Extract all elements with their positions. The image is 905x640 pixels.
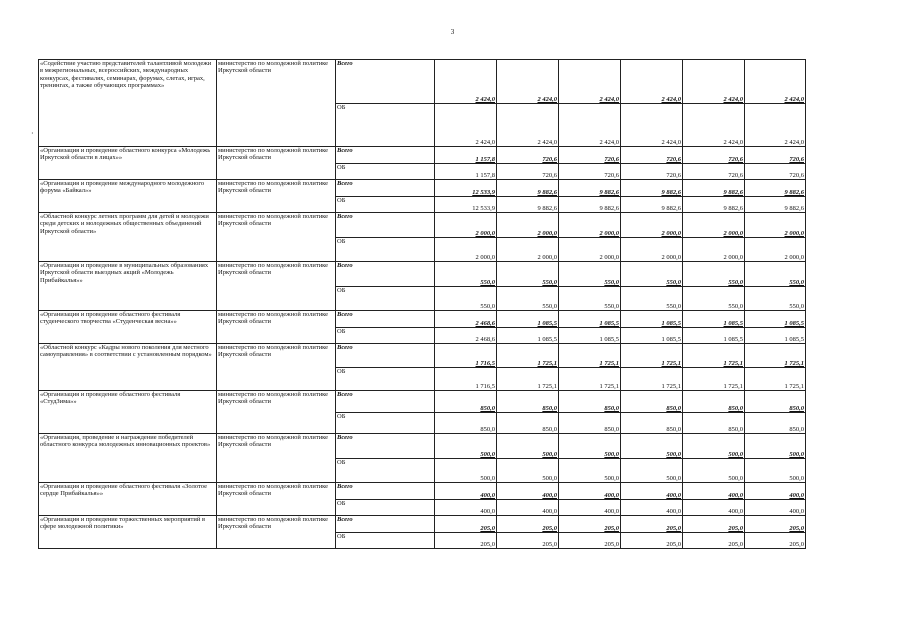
total-value: 2 424,0 [497, 60, 559, 104]
ob-value: 550,0 [435, 287, 497, 311]
ob-value: 500,0 [621, 459, 683, 483]
total-value: 550,0 [621, 262, 683, 287]
ob-value: 2 000,0 [559, 238, 621, 262]
event-name: «Областной конкурс летних программ для детей и молодежи среди детских и молодежных общественных объединений Иркутской области» [39, 213, 217, 262]
source-total-label: Всего [336, 60, 435, 104]
ob-value: 850,0 [559, 413, 621, 434]
ob-value: 2 000,0 [497, 238, 559, 262]
total-value: 720,6 [497, 147, 559, 164]
source-total-label: Всего [336, 516, 435, 533]
stray-mark: · [31, 129, 34, 138]
executor: министерство по молодежной политике Иркутской области [217, 483, 336, 516]
ob-value: 500,0 [559, 459, 621, 483]
ob-value: 400,0 [745, 500, 806, 516]
ob-value: 2 468,6 [435, 328, 497, 344]
total-value: 500,0 [745, 434, 806, 459]
total-value: 1 725,1 [745, 344, 806, 368]
ob-value: 205,0 [683, 533, 745, 549]
total-value: 720,6 [621, 147, 683, 164]
total-value: 205,0 [745, 516, 806, 533]
table-row [39, 147, 806, 164]
total-value: 2 000,0 [497, 213, 559, 238]
total-value: 9 882,6 [497, 180, 559, 197]
ob-value: 850,0 [683, 413, 745, 434]
total-value: 500,0 [621, 434, 683, 459]
total-value: 550,0 [683, 262, 745, 287]
total-value: 12 533,9 [435, 180, 497, 197]
total-value: 1 725,1 [497, 344, 559, 368]
ob-value: 2 000,0 [745, 238, 806, 262]
ob-value: 550,0 [497, 287, 559, 311]
total-value: 9 882,6 [621, 180, 683, 197]
ob-value: 720,6 [559, 164, 621, 180]
ob-value: 1 716,5 [435, 368, 497, 391]
ob-value: 2 424,0 [435, 104, 497, 147]
ob-value: 1 725,1 [497, 368, 559, 391]
ob-value: 1 725,1 [621, 368, 683, 391]
total-value: 1 085,5 [497, 311, 559, 328]
event-name: «Организация и проведение в муниципальных образованиях Иркутской области выездных акций «Молодежь Прибайкалья»» [39, 262, 217, 311]
ob-value: 500,0 [683, 459, 745, 483]
executor: министерство по молодежной политике Иркутской области [217, 516, 336, 549]
total-value: 850,0 [497, 391, 559, 413]
source-total-label: Всего [336, 147, 435, 164]
total-value: 1 725,1 [683, 344, 745, 368]
total-value: 400,0 [683, 483, 745, 500]
event-name: «Организация и проведение областного фестиваля «Золотое сердце Прибайкалья»» [39, 483, 217, 516]
source-ob-label: ОБ [336, 413, 435, 434]
total-value: 500,0 [683, 434, 745, 459]
total-value: 550,0 [497, 262, 559, 287]
event-name: «Организация и проведение торжественных мероприятий в сфере молодежной политики» [39, 516, 217, 549]
total-value: 2 424,0 [745, 60, 806, 104]
table-row [39, 516, 806, 533]
total-value: 205,0 [559, 516, 621, 533]
ob-value: 205,0 [745, 533, 806, 549]
ob-value: 400,0 [435, 500, 497, 516]
total-value: 1 716,5 [435, 344, 497, 368]
total-value: 500,0 [497, 434, 559, 459]
table-row [39, 311, 806, 328]
ob-value: 850,0 [435, 413, 497, 434]
total-value: 1 085,5 [621, 311, 683, 328]
ob-value: 205,0 [621, 533, 683, 549]
total-value: 850,0 [559, 391, 621, 413]
source-ob-label: ОБ [336, 533, 435, 549]
executor: министерство по молодежной политике Иркутской области [217, 213, 336, 262]
ob-value: 2 424,0 [559, 104, 621, 147]
ob-value: 2 424,0 [497, 104, 559, 147]
total-value: 850,0 [683, 391, 745, 413]
total-value: 400,0 [559, 483, 621, 500]
ob-value: 12 533,9 [435, 197, 497, 213]
ob-value: 850,0 [621, 413, 683, 434]
total-value: 720,6 [683, 147, 745, 164]
ob-value: 2 000,0 [683, 238, 745, 262]
table-row [39, 60, 806, 104]
source-ob-label: ОБ [336, 368, 435, 391]
ob-value: 500,0 [745, 459, 806, 483]
ob-value: 720,6 [621, 164, 683, 180]
ob-value: 850,0 [745, 413, 806, 434]
ob-value: 720,6 [745, 164, 806, 180]
table-row [39, 262, 806, 287]
ob-value: 2 424,0 [621, 104, 683, 147]
total-value: 9 882,6 [559, 180, 621, 197]
ob-value: 720,6 [497, 164, 559, 180]
ob-value: 400,0 [683, 500, 745, 516]
event-name: «Организация и проведение международного молодежного форума «Байкал»» [39, 180, 217, 213]
ob-value: 205,0 [497, 533, 559, 549]
table-row [39, 434, 806, 459]
ob-value: 500,0 [435, 459, 497, 483]
ob-value: 9 882,6 [683, 197, 745, 213]
ob-value: 1 085,5 [745, 328, 806, 344]
total-value: 850,0 [435, 391, 497, 413]
table-row [39, 344, 806, 368]
total-value: 9 882,6 [745, 180, 806, 197]
ob-value: 1 085,5 [621, 328, 683, 344]
ob-value: 500,0 [497, 459, 559, 483]
source-total-label: Всего [336, 344, 435, 368]
ob-value: 1 725,1 [559, 368, 621, 391]
total-value: 2 424,0 [621, 60, 683, 104]
ob-value: 9 882,6 [559, 197, 621, 213]
ob-value: 1 725,1 [683, 368, 745, 391]
source-total-label: Всего [336, 180, 435, 197]
ob-value: 2 424,0 [745, 104, 806, 147]
total-value: 550,0 [435, 262, 497, 287]
event-name: «Организация, проведение и награждение победителей областного конкурса молодежных инновационных проектов» [39, 434, 217, 483]
total-value: 205,0 [621, 516, 683, 533]
total-value: 500,0 [435, 434, 497, 459]
total-value: 400,0 [497, 483, 559, 500]
total-value: 1 085,5 [559, 311, 621, 328]
source-total-label: Всего [336, 483, 435, 500]
source-total-label: Всего [336, 434, 435, 459]
ob-value: 550,0 [559, 287, 621, 311]
total-value: 1 157,8 [435, 147, 497, 164]
ob-value: 1 157,8 [435, 164, 497, 180]
event-name: «Областной конкурс «Кадры нового поколения для местного самоуправления» в соответствии с установленным порядком» [39, 344, 217, 391]
ob-value: 850,0 [497, 413, 559, 434]
ob-value: 400,0 [497, 500, 559, 516]
ob-value: 2 424,0 [683, 104, 745, 147]
total-value: 850,0 [621, 391, 683, 413]
table-row [39, 180, 806, 197]
source-ob-label: ОБ [336, 328, 435, 344]
ob-value: 1 085,5 [683, 328, 745, 344]
budget-table [38, 59, 806, 549]
total-value: 205,0 [497, 516, 559, 533]
source-ob-label: ОБ [336, 238, 435, 262]
total-value: 550,0 [745, 262, 806, 287]
table-row [39, 213, 806, 238]
source-total-label: Всего [336, 213, 435, 238]
total-value: 2 000,0 [559, 213, 621, 238]
total-value: 2 000,0 [621, 213, 683, 238]
ob-value: 1 085,5 [559, 328, 621, 344]
source-ob-label: ОБ [336, 287, 435, 311]
total-value: 400,0 [621, 483, 683, 500]
total-value: 850,0 [745, 391, 806, 413]
executor: министерство по молодежной политике Иркутской области [217, 311, 336, 344]
total-value: 550,0 [559, 262, 621, 287]
event-name: «Организация и проведение областного конкурса «Молодежь Иркутской области в лицах»» [39, 147, 217, 180]
source-ob-label: ОБ [336, 459, 435, 483]
executor: министерство по молодежной политике Иркутской области [217, 344, 336, 391]
total-value: 400,0 [745, 483, 806, 500]
source-total-label: Всего [336, 262, 435, 287]
ob-value: 550,0 [683, 287, 745, 311]
ob-value: 1 725,1 [745, 368, 806, 391]
total-value: 1 085,5 [745, 311, 806, 328]
total-value: 1 725,1 [559, 344, 621, 368]
total-value: 2 424,0 [559, 60, 621, 104]
total-value: 2 468,6 [435, 311, 497, 328]
total-value: 1 085,5 [683, 311, 745, 328]
total-value: 1 725,1 [621, 344, 683, 368]
total-value: 205,0 [435, 516, 497, 533]
ob-value: 720,6 [683, 164, 745, 180]
source-ob-label: ОБ [336, 197, 435, 213]
executor: министерство по молодежной политике Иркутской области [217, 180, 336, 213]
total-value: 2 000,0 [435, 213, 497, 238]
ob-value: 9 882,6 [497, 197, 559, 213]
total-value: 720,6 [745, 147, 806, 164]
source-ob-label: ОБ [336, 500, 435, 516]
ob-value: 9 882,6 [621, 197, 683, 213]
ob-value: 400,0 [559, 500, 621, 516]
executor: министерство по молодежной политике Иркутской области [217, 434, 336, 483]
source-ob-label: ОБ [336, 104, 435, 147]
ob-value: 2 000,0 [435, 238, 497, 262]
total-value: 2 424,0 [683, 60, 745, 104]
total-value: 720,6 [559, 147, 621, 164]
ob-value: 205,0 [559, 533, 621, 549]
ob-value: 9 882,6 [745, 197, 806, 213]
ob-value: 550,0 [621, 287, 683, 311]
total-value: 400,0 [435, 483, 497, 500]
source-ob-label: ОБ [336, 164, 435, 180]
ob-value: 205,0 [435, 533, 497, 549]
executor: министерство по молодежной политике Иркутской области [217, 262, 336, 311]
event-name: «Организация и проведение областного фестиваля «СтудЗима»» [39, 391, 217, 434]
ob-value: 1 085,5 [497, 328, 559, 344]
table-row [39, 483, 806, 500]
page-number: 3 [450, 28, 455, 36]
executor: министерство по молодежной политике Иркутской области [217, 391, 336, 434]
executor: министерство по молодежной политике Иркутской области [217, 147, 336, 180]
event-name: «Содействие участию представителей талантливой молодежи в межрегиональных, всероссийских, международных конкурсах, фестивалях, семинарах, форумах, слетах, играх, тренингах, а также обучающих программах» [39, 60, 217, 147]
total-value: 2 000,0 [745, 213, 806, 238]
event-name: «Организация и проведение областного фестиваля студенческого творчества «Студенческая весна»» [39, 311, 217, 344]
total-value: 500,0 [559, 434, 621, 459]
source-total-label: Всего [336, 311, 435, 328]
table-row [39, 391, 806, 413]
total-value: 2 000,0 [683, 213, 745, 238]
ob-value: 400,0 [621, 500, 683, 516]
total-value: 205,0 [683, 516, 745, 533]
executor: министерство по молодежной политике Иркутской области [217, 60, 336, 147]
total-value: 9 882,6 [683, 180, 745, 197]
ob-value: 550,0 [745, 287, 806, 311]
total-value: 2 424,0 [435, 60, 497, 104]
source-total-label: Всего [336, 391, 435, 413]
ob-value: 2 000,0 [621, 238, 683, 262]
